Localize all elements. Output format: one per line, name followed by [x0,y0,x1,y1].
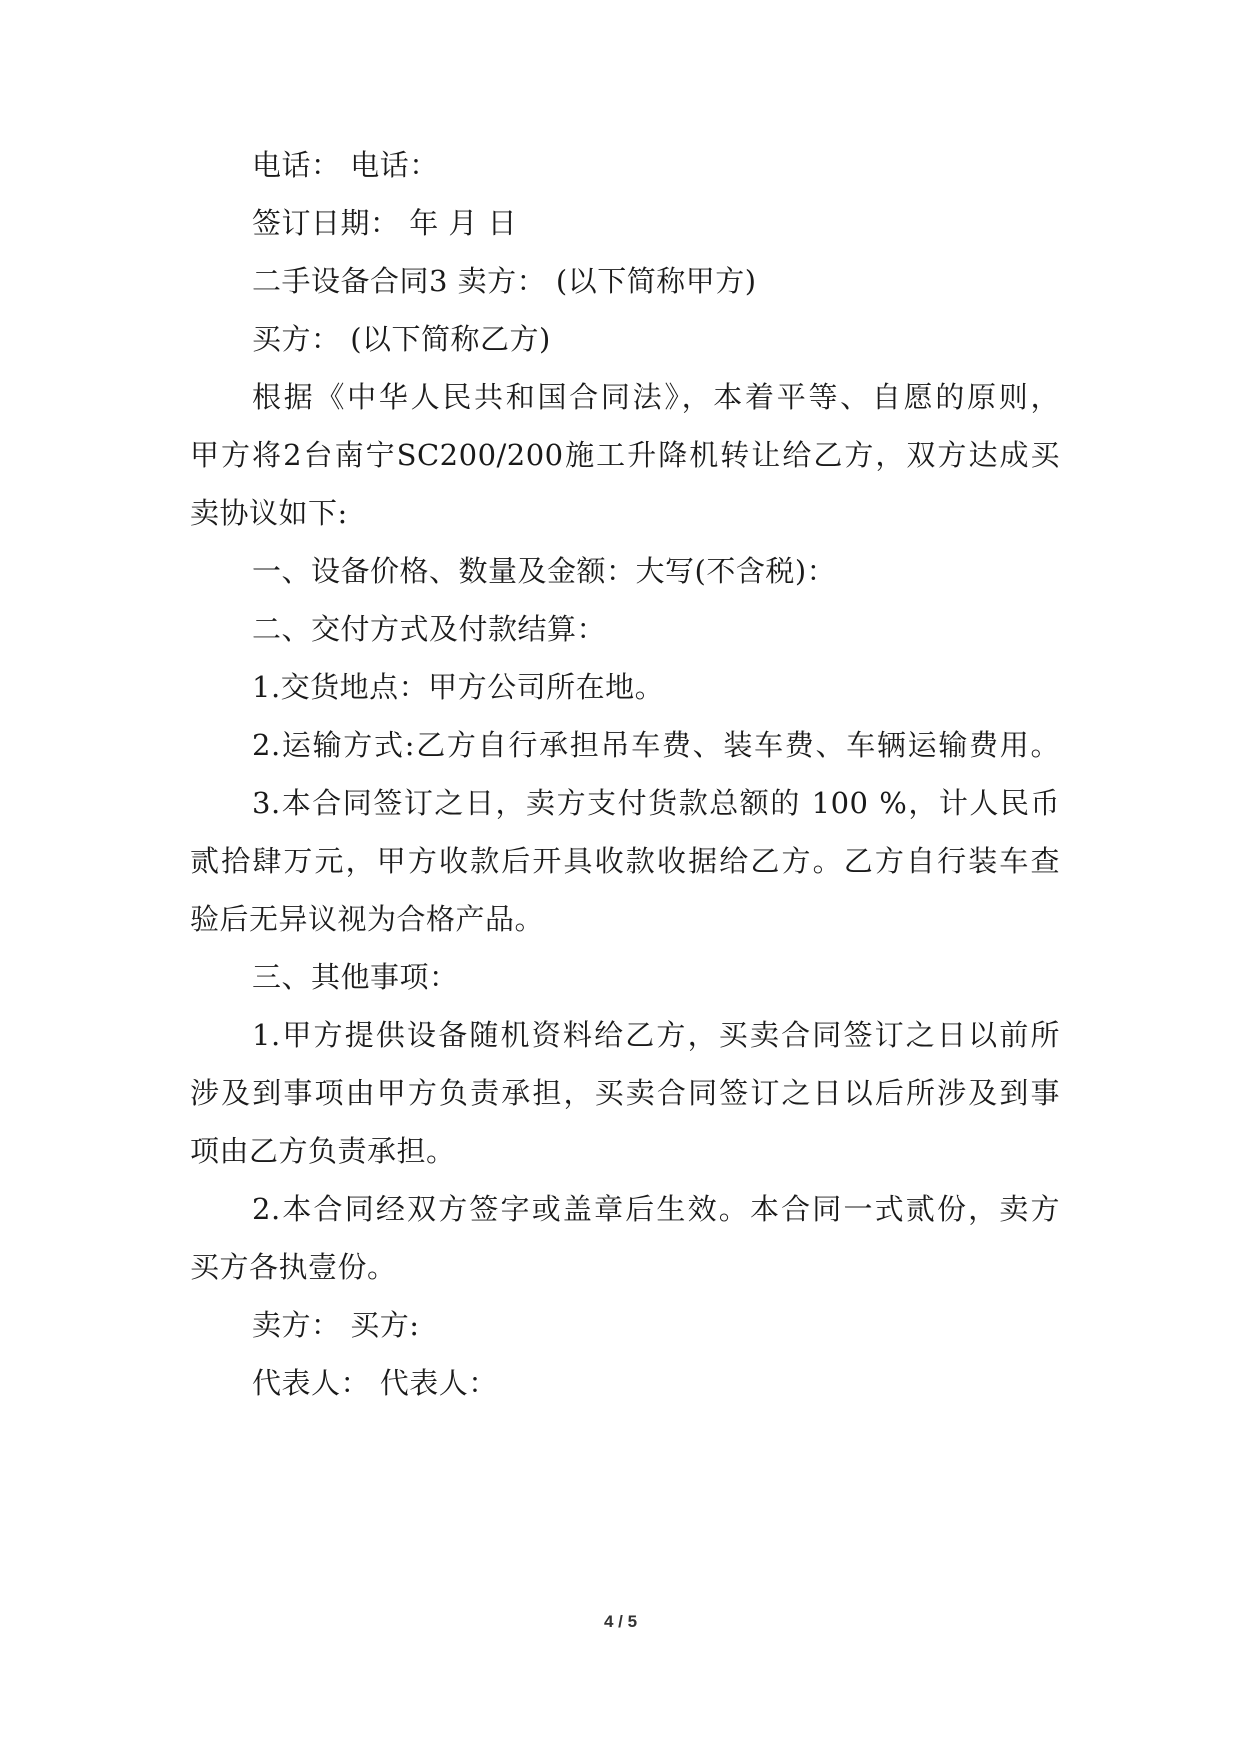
signature-parties-line: 卖方： 买方: [252,1308,420,1342]
contract-title-seller-line: 二手设备合同3 卖方： (以下简称甲方) [252,264,757,298]
representative-line: 代表人： 代表人： [252,1366,498,1400]
paragraph-line: 卖协议如下: [190,496,348,530]
paragraph-line: 甲方将2台南宁SC200/200施工升降机转让给乙方，双方达成买 [190,438,1060,472]
section-heading-2: 二、交付方式及付款结算： [252,612,607,646]
section-heading-3: 三、其他事项： [252,960,459,994]
page-number: 4 / 5 [603,1612,638,1631]
phone-line: 电话： 电话： [252,148,439,182]
clause-line: 3.本合同签订之日，卖方支付货款总额的 100 %，计人民币 [252,786,1060,820]
clause-line: 买方各执壹份。 [190,1250,397,1284]
clause-line: 2.本合同经双方签字或盖章后生效。本合同一式贰份，卖方 [252,1192,1060,1226]
clause-line: 1.甲方提供设备随机资料给乙方，买卖合同签订之日以前所 [252,1018,1060,1052]
clause-line: 2.运输方式:乙方自行承担吊车费、装车费、车辆运输费用。 [252,728,1060,762]
clause-line: 验后无异议视为合格产品。 [190,902,545,936]
signing-date-line: 签订日期： 年 月 日 [252,206,518,240]
buyer-line: 买方： (以下简称乙方) [252,322,551,356]
clause-line: 涉及到事项由甲方负责承担，买卖合同签订之日以后所涉及到事 [190,1076,1060,1110]
clause-line: 贰拾肆万元，甲方收款后开具收款收据给乙方。乙方自行装车查 [190,844,1060,878]
clause-line: 1.交货地点：甲方公司所在地。 [252,670,665,704]
clause-line: 项由乙方负责承担。 [190,1134,456,1168]
section-heading-1: 一、设备价格、数量及金额：大写(不含税)： [252,554,837,588]
paragraph-line: 根据《中华人民共和国合同法》，本着平等、自愿的原则， [252,380,1060,414]
